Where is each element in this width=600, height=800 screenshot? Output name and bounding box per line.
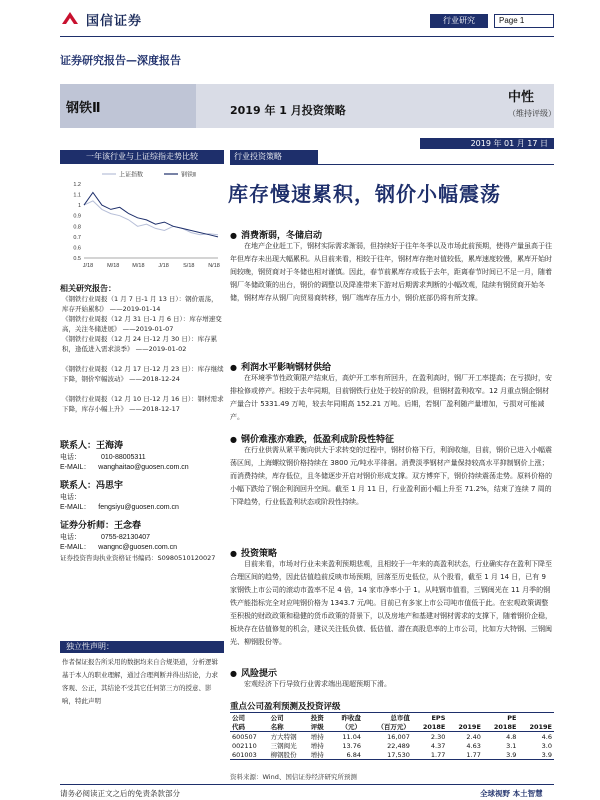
contact-email-label: E-MAIL： (60, 504, 91, 511)
table-header-cell: 2019E (518, 722, 554, 732)
contact-email-value[interactable]: fengsiyu@guosen.com.cn (98, 504, 179, 511)
footer-disclaimer: 请务必阅读正文之后的免责条款部分 (60, 789, 180, 798)
table-header-cell (518, 713, 554, 723)
contact-email (60, 502, 179, 512)
table-header-cell: 昨收盘 (332, 713, 363, 723)
table-cell: 4.37 (430, 741, 446, 750)
contact-phone (60, 452, 146, 462)
table-cell: 方大特钢 (270, 733, 297, 741)
table-cell: 2.40 (466, 732, 481, 741)
analyst-cert: 证券投资咨询执业资格证书编码：S0980510120027 (60, 554, 216, 562)
section-heading: ● 消费渐弱，冬储启动 (230, 228, 322, 241)
table-source: 资料来源：Wind、国信证券经济研究所预测 (230, 773, 357, 781)
disclaimer-text: 作者保证报告所采用的数据均来自合规渠道，分析逻辑基于本人的职业理解，通过合理判断并得出结论，力求客观、公正，其结论不受其它任何第三方的授意、影响，特此声明 (62, 658, 218, 705)
contact-email-value[interactable]: wanghaitao@guosen.com.cn (98, 464, 189, 471)
table-cell: 增持 (310, 751, 324, 759)
related-report[interactable]: 《钢铁行业周报（12 月 24 日-12 月 30 日）：库存累积，逢低进入需求淡季》 ——2019-01-02 (62, 335, 218, 353)
analyst-email (60, 542, 177, 552)
y-tick-label: 1 (77, 203, 81, 210)
header-divider (60, 36, 554, 37)
analyst-name: 证券分析师：王念春 (60, 521, 142, 531)
strategy-title: 2019 年 1 月投资策略 (230, 104, 346, 117)
table-header-cell: 投资 (309, 713, 332, 723)
table-header-cell: （百万元） (363, 722, 412, 732)
y-tick-label: 0.8 (73, 224, 81, 231)
section-heading: ● 利润水平影响钢材供给 (230, 360, 331, 373)
table-cell: 4.8 (506, 732, 517, 741)
table-cell: 16,007 (387, 732, 410, 741)
doc-type-badge: 行业研究 (430, 14, 488, 28)
contact-email (60, 462, 189, 472)
x-tick-label: J/18 (82, 263, 94, 269)
logo-icon (60, 10, 80, 26)
table-cell: 002110 (232, 741, 257, 750)
table-cell: 3.0 (541, 741, 552, 750)
x-tick-label: S/18 (183, 263, 195, 269)
table-cell: 4.6 (541, 732, 552, 741)
section-tag: 行业投资策略 (230, 150, 318, 164)
main-divider (230, 164, 554, 165)
contact-name: 联系人：冯思宇 (60, 481, 124, 491)
table-header-cell: 公司 (269, 713, 309, 723)
rating-note: （维持评级） (508, 109, 556, 118)
report-date: 2019 年 01 月 17 日 (420, 138, 554, 149)
table-cell: 3.9 (541, 750, 552, 759)
contact-phone-value: 010-88005311 (100, 454, 146, 461)
contact-phone (60, 492, 81, 502)
related-title: 相关研究报告： (60, 284, 116, 293)
disclaimer-title: 独立性声明： (60, 641, 224, 653)
trend-chart (62, 168, 222, 276)
table-header-cell: 2019E (447, 722, 483, 732)
table-cell: 增持 (310, 733, 324, 741)
table-header-cell: 评级 (309, 722, 332, 732)
table-cell: 3.1 (506, 741, 517, 750)
headline: 库存慢速累积，钢价小幅震荡 (228, 182, 501, 206)
table-row (230, 741, 554, 750)
section-body: 目前来看，市场对行业未来盈利预期悲观，且相较于一年来的高盈利状态，行业确实存在盈利下降至合理区间的趋势，因此估值趋前反映市场预期，回落至历史低位，从个股看，截至 1 月 14 日，已有 9 家钢铁上市公司的滚动市盈率不足 4 倍，14 家市净率小于 1。从吨钢市值看，三钢闽光在 11 月季的钢铁产能指标完全对应吨钢价格为 1343.7 元/吨。目前已有多家上市公司吨市值低于此。在宏观政策调整至积极的财政政策和稳健的货币政策的背景下，以及房地产和基建对钢材需求的支撑下，随着钢价企稳，板块存在估值修复的机会，建议关注低负债、低估值、潜在高股息率的上市公司，比如方大特钢、三钢闽光、柳钢股份等。 (230, 560, 552, 646)
legend-label: 上证指数 (119, 171, 144, 179)
forecast-table (230, 712, 554, 760)
industry-name: 钢铁Ⅱ (66, 101, 101, 116)
table-cell: 柳钢股份 (270, 751, 297, 759)
table-cell: 1.77 (466, 750, 481, 759)
y-tick-label: 1.2 (73, 182, 81, 188)
analyst-phone (60, 532, 150, 542)
analyst-email-value[interactable]: wangnc@guosen.com.cn (98, 544, 178, 551)
table-cell: 3.9 (506, 750, 517, 759)
table-header-cell: 2018E (483, 722, 519, 732)
table-header (230, 722, 554, 732)
table-cell: 增持 (310, 742, 324, 750)
table-cell: 6.84 (346, 750, 361, 759)
table-cell: 17,530 (387, 750, 410, 759)
table-cell: 1.77 (430, 750, 446, 759)
table-cell: 601003 (232, 750, 257, 759)
series-line (84, 193, 218, 237)
x-tick-label: N/18 (208, 263, 220, 269)
x-tick-label: M/18 (107, 263, 120, 269)
related-report[interactable]: 《钢铁行业周报（12 月 31 日-1 月 6 日）：库存增速变高，关注冬储进展》 ——2019-01-07 (62, 315, 222, 333)
table-header-cell: EPS (412, 713, 448, 723)
table-header-cell: （元） (332, 722, 363, 732)
related-report[interactable]: 《钢铁行业周报（12 月 10 日-12 月 16 日）：钢材需求下降，库存小幅上升》 ——2018-12-17 (62, 395, 224, 413)
contact-name: 联系人：王海涛 (60, 441, 124, 451)
section-heading: ● 钢价难涨亦难跌，低盈利成阶段性特征 (230, 432, 394, 445)
table-header-cell: 总市值 (363, 713, 412, 723)
y-tick-label: 0.5 (73, 256, 81, 262)
logo-text: 国信证券 (86, 14, 143, 29)
section-body: 宏观经济下行导致行业需求端出现超预期下滑。 (244, 680, 391, 688)
contact-phone-label: 电话： (60, 494, 81, 501)
table-row (230, 750, 554, 760)
table-cell: 三钢闽光 (270, 742, 297, 750)
x-tick-label: M/18 (132, 263, 145, 269)
legend-label: 钢铁Ⅱ (181, 171, 196, 179)
page-number: Page 1 (494, 14, 554, 28)
table-cell: 22,489 (387, 741, 410, 750)
x-tick-label: J/18 (158, 263, 169, 269)
table-cell: 13.76 (342, 741, 361, 750)
section-body: 在地产企业赶工下，钢材实际需求渐弱，但持续好于往年冬季以及市场此前预期，使得产量虽高于往年但库存未出现大幅累积。从目前来看，相较于往年，钢材库存绝对值较低，累库速度较慢，累库开始时间较晚，钢贸商对于冬储也相对谨慎。因此，春节前累库存或低于去年，距离春节时间已不足一月，随着钢厂冬储政策的出台，钢价的调整以及降准带来下游对后期需求判断的小幅改观，陆续有钢贸商开始冬储，钢材库存从钢厂向贸易商转移，钢厂端库存压力小，钢价底部仍将有所支撑。 (230, 242, 552, 302)
table-header-cell (447, 713, 483, 723)
contact-phone-label: 电话： (60, 454, 81, 461)
table-cell: 11.04 (342, 732, 361, 741)
y-tick-label: 1.1 (73, 192, 81, 199)
table-header-cell: 代码 (230, 722, 269, 732)
analyst-phone-label: 电话： (60, 534, 81, 541)
analyst-email-label: E-MAIL： (60, 544, 91, 551)
y-tick-label: 0.9 (73, 213, 81, 220)
section-body: 在环境季节性政策限产结束后，高炉开工率有所回升，在盈利高时，钢厂开工率提高；在亏损时，安排检修或停产。相较于去年同期，目前钢铁行业处于较好的阶段，但钢材盈利收窄。12 月重点钢企钢材产量合计 5331.49 万吨，较去年同期高 152.21 万吨。后期，若钢厂盈利随产量增加，亏损对可能减产。 (230, 374, 552, 421)
table-cell: 600507 (232, 732, 257, 741)
table-header-cell: 名称 (269, 722, 309, 732)
table-header-cell: PE (483, 713, 519, 723)
section-body: 在行业供需从紧平衡向供大于求转变的过程中，钢材价格下行，利润收缩，目前，钢价已进入小幅震荡区间，上海螺纹钢价格持续在 3800 元/吨水平徘徊。消费淡季钢材产量保持较高水平抑制钢价上涨；而消费持续，库存低位，且冬储逐步开启对钢价形成支撑。双方博弈下，钢价持续震荡走势。原料价格的小幅下跌给了钢企利润回升空间。截至 1 月 11 日，行业盈利面小幅上升至 71.2%，结束了连续 7 周的下降趋势，行业低盈利状态或阶段性持续。 (230, 446, 552, 506)
contact-email-label: E-MAIL： (60, 464, 91, 471)
table-header-cell: 2018E (412, 722, 448, 732)
table-header-cell: 公司 (230, 713, 269, 723)
table-header-top (230, 713, 554, 723)
related-report[interactable]: 《钢铁行业周报（1 月 7 日-1 月 13 日）：钢价震荡，库存开始累积》 ——2019-01-14 (62, 295, 218, 313)
rating: 中性 (508, 90, 535, 105)
y-tick-label: 0.7 (73, 234, 81, 241)
table-cell: 2.30 (430, 732, 446, 741)
table-row (230, 732, 554, 742)
section-heading: ● 风险提示 (230, 666, 277, 679)
footer-slogan: 全球视野 本土智慧 (480, 789, 543, 798)
table-cell: 4.63 (466, 741, 481, 750)
section-heading: ● 投资策略 (230, 546, 277, 559)
y-tick-label: 0.6 (73, 245, 81, 252)
report-type: 证券研究报告—深度报告 (60, 54, 181, 67)
chart-title: 一年该行业与上证综指走势比较 (60, 150, 224, 164)
table-title: 重点公司盈利预测及投资评级 (230, 702, 341, 712)
footer-divider (60, 784, 554, 785)
analyst-phone-value: 0755-82130407 (100, 534, 151, 541)
related-report[interactable]: 《钢铁行业周报（12 月 17 日-12 月 23 日）：库存继续下降，钢价窄幅波动》 ——2018-12-24 (62, 365, 224, 383)
